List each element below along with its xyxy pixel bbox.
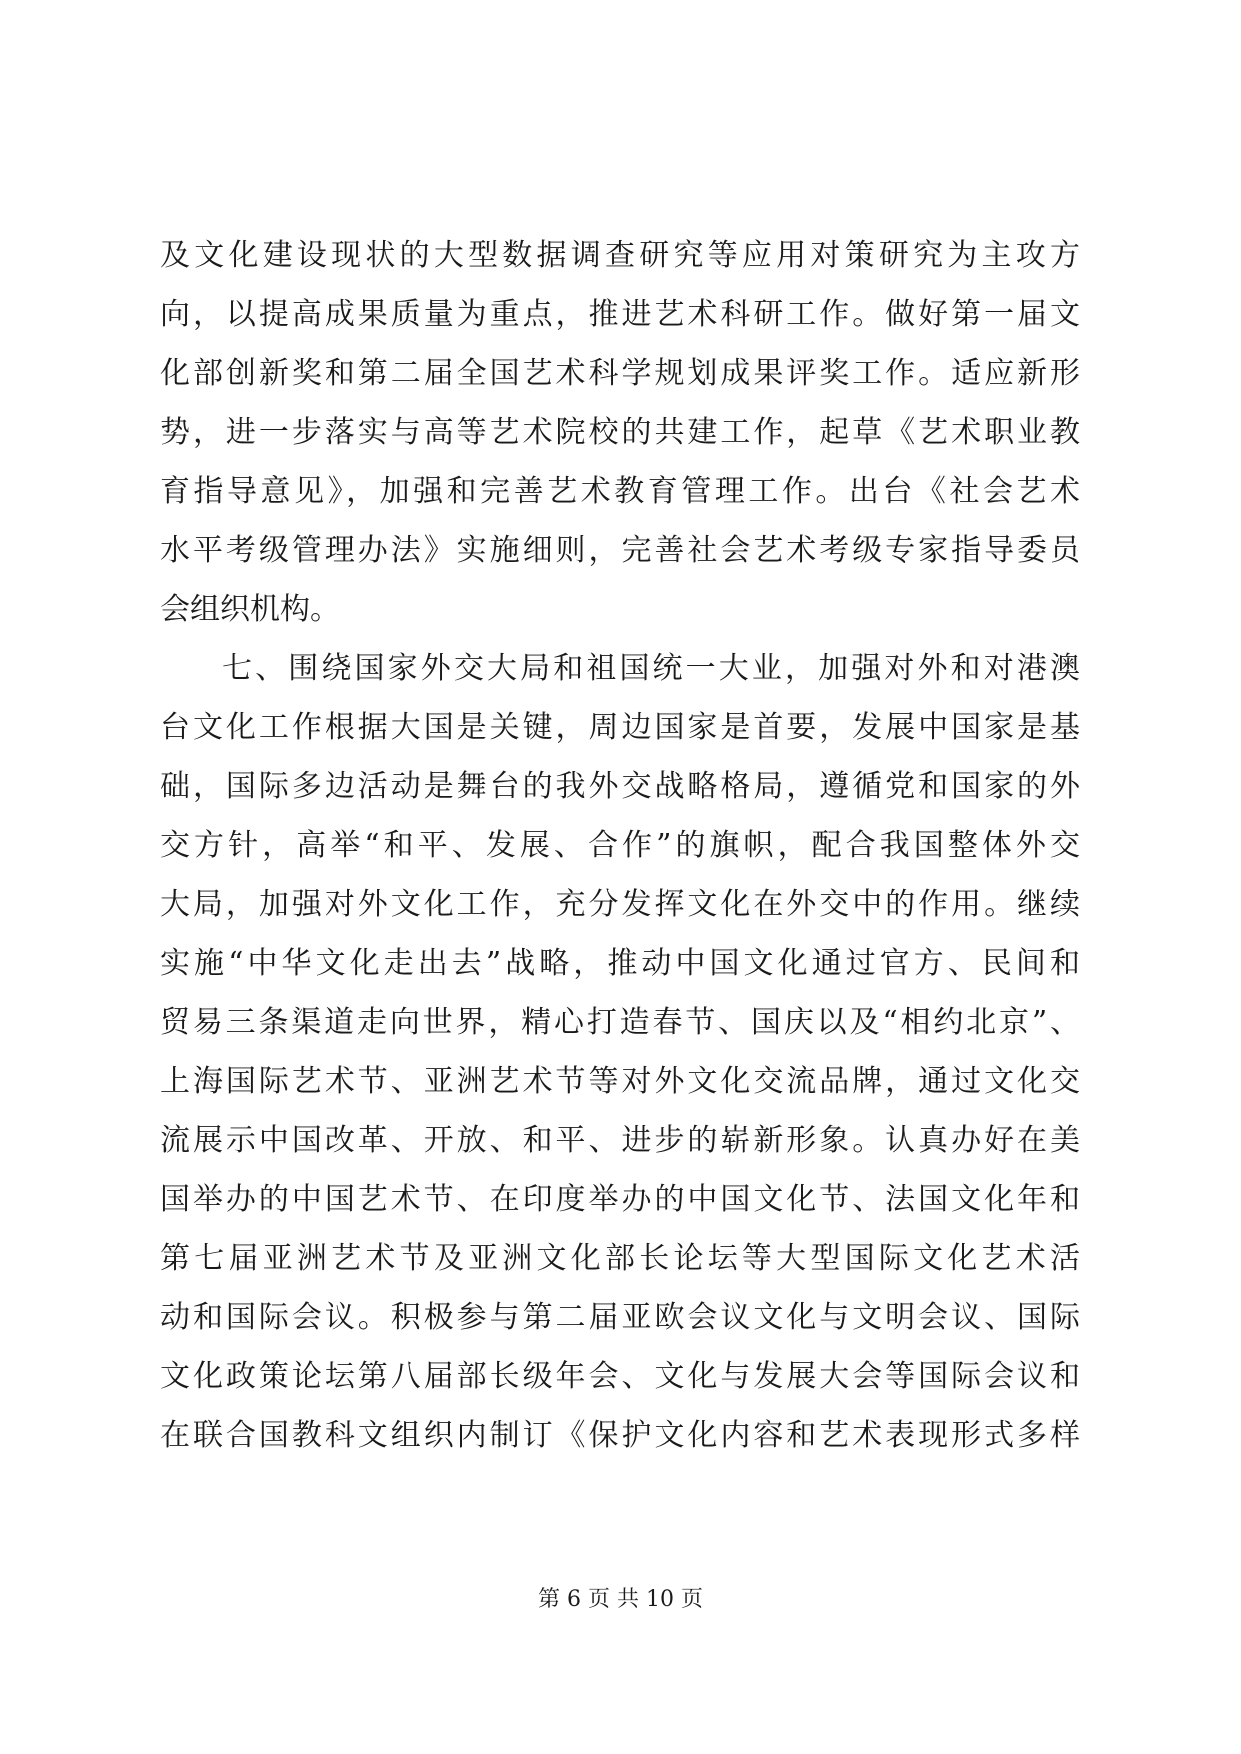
paragraph-2-line-8: 上海国际艺术节、亚洲艺术节等对外文化交流品牌，通过文化交 [160, 1064, 1080, 1099]
paragraph-2-line-11: 第七届亚洲艺术节及亚洲文化部长论坛等大型国际文化艺术活 [160, 1241, 1080, 1276]
paragraph-2-line-12: 动和国际会议。积极参与第二届亚欧会议文化与文明会议、国际 [160, 1300, 1080, 1335]
paragraph-2-line-9: 流展示中国改革、开放、和平、进步的崭新形象。认真办好在美 [160, 1123, 1080, 1158]
paragraph-2-line-6: 实施“中华文化走出去”战略，推动中国文化通过官方、民间和 [160, 946, 1080, 981]
paragraph-1-line-1: 及文化建设现状的大型数据调查研究等应用对策研究为主攻方 [160, 238, 1080, 273]
paragraph-2-line-4: 交方针，高举“和平、发展、合作”的旗帜，配合我国整体外交 [160, 828, 1080, 863]
paragraph-2-line-14: 在联合国教科文组织内制订《保护文化内容和艺术表现形式多样 [160, 1418, 1080, 1453]
paragraph-1-line-5: 育指导意见》，加强和完善艺术教育管理工作。出台《社会艺术 [160, 474, 1080, 509]
paragraph-2-line-3: 础，国际多边活动是舞台的我外交战略格局，遵循党和国家的外 [160, 769, 1080, 804]
paragraph-1-line-7: 会组织机构。 [160, 592, 340, 627]
paragraph-2-line-7: 贸易三条渠道走向世界，精心打造春节、国庆以及“相约北京”、 [160, 1005, 1080, 1040]
body-text [160, 226, 1080, 1465]
paragraph-2-line-5: 大局，加强对外文化工作，充分发挥文化在外交中的作用。继续 [160, 887, 1080, 922]
paragraph-2-line-2: 台文化工作根据大国是关键，周边国家是首要，发展中国家是基 [160, 710, 1080, 745]
paragraph-1-line-3: 化部创新奖和第二届全国艺术科学规划成果评奖工作。适应新形 [160, 356, 1080, 391]
paragraph-1-line-6: 水平考级管理办法》实施细则，完善社会艺术考级专家指导委员 [160, 533, 1080, 568]
paragraph-1-line-2: 向，以提高成果质量为重点，推进艺术科研工作。做好第一届文 [160, 297, 1080, 332]
paragraph-2-line-1: 七、围绕国家外交大局和祖国统一大业，加强对外和对港澳 [222, 651, 1080, 686]
paragraph-2-line-13: 文化政策论坛第八届部长级年会、文化与发展大会等国际会议和 [160, 1359, 1080, 1394]
page-number-footer: 第 6 页 共 10 页 [538, 1587, 703, 1612]
paragraph-1-line-4: 势，进一步落实与高等艺术院校的共建工作，起草《艺术职业教 [160, 415, 1080, 450]
paragraph-2-line-10: 国举办的中国艺术节、在印度举办的中国文化节、法国文化年和 [160, 1182, 1080, 1217]
